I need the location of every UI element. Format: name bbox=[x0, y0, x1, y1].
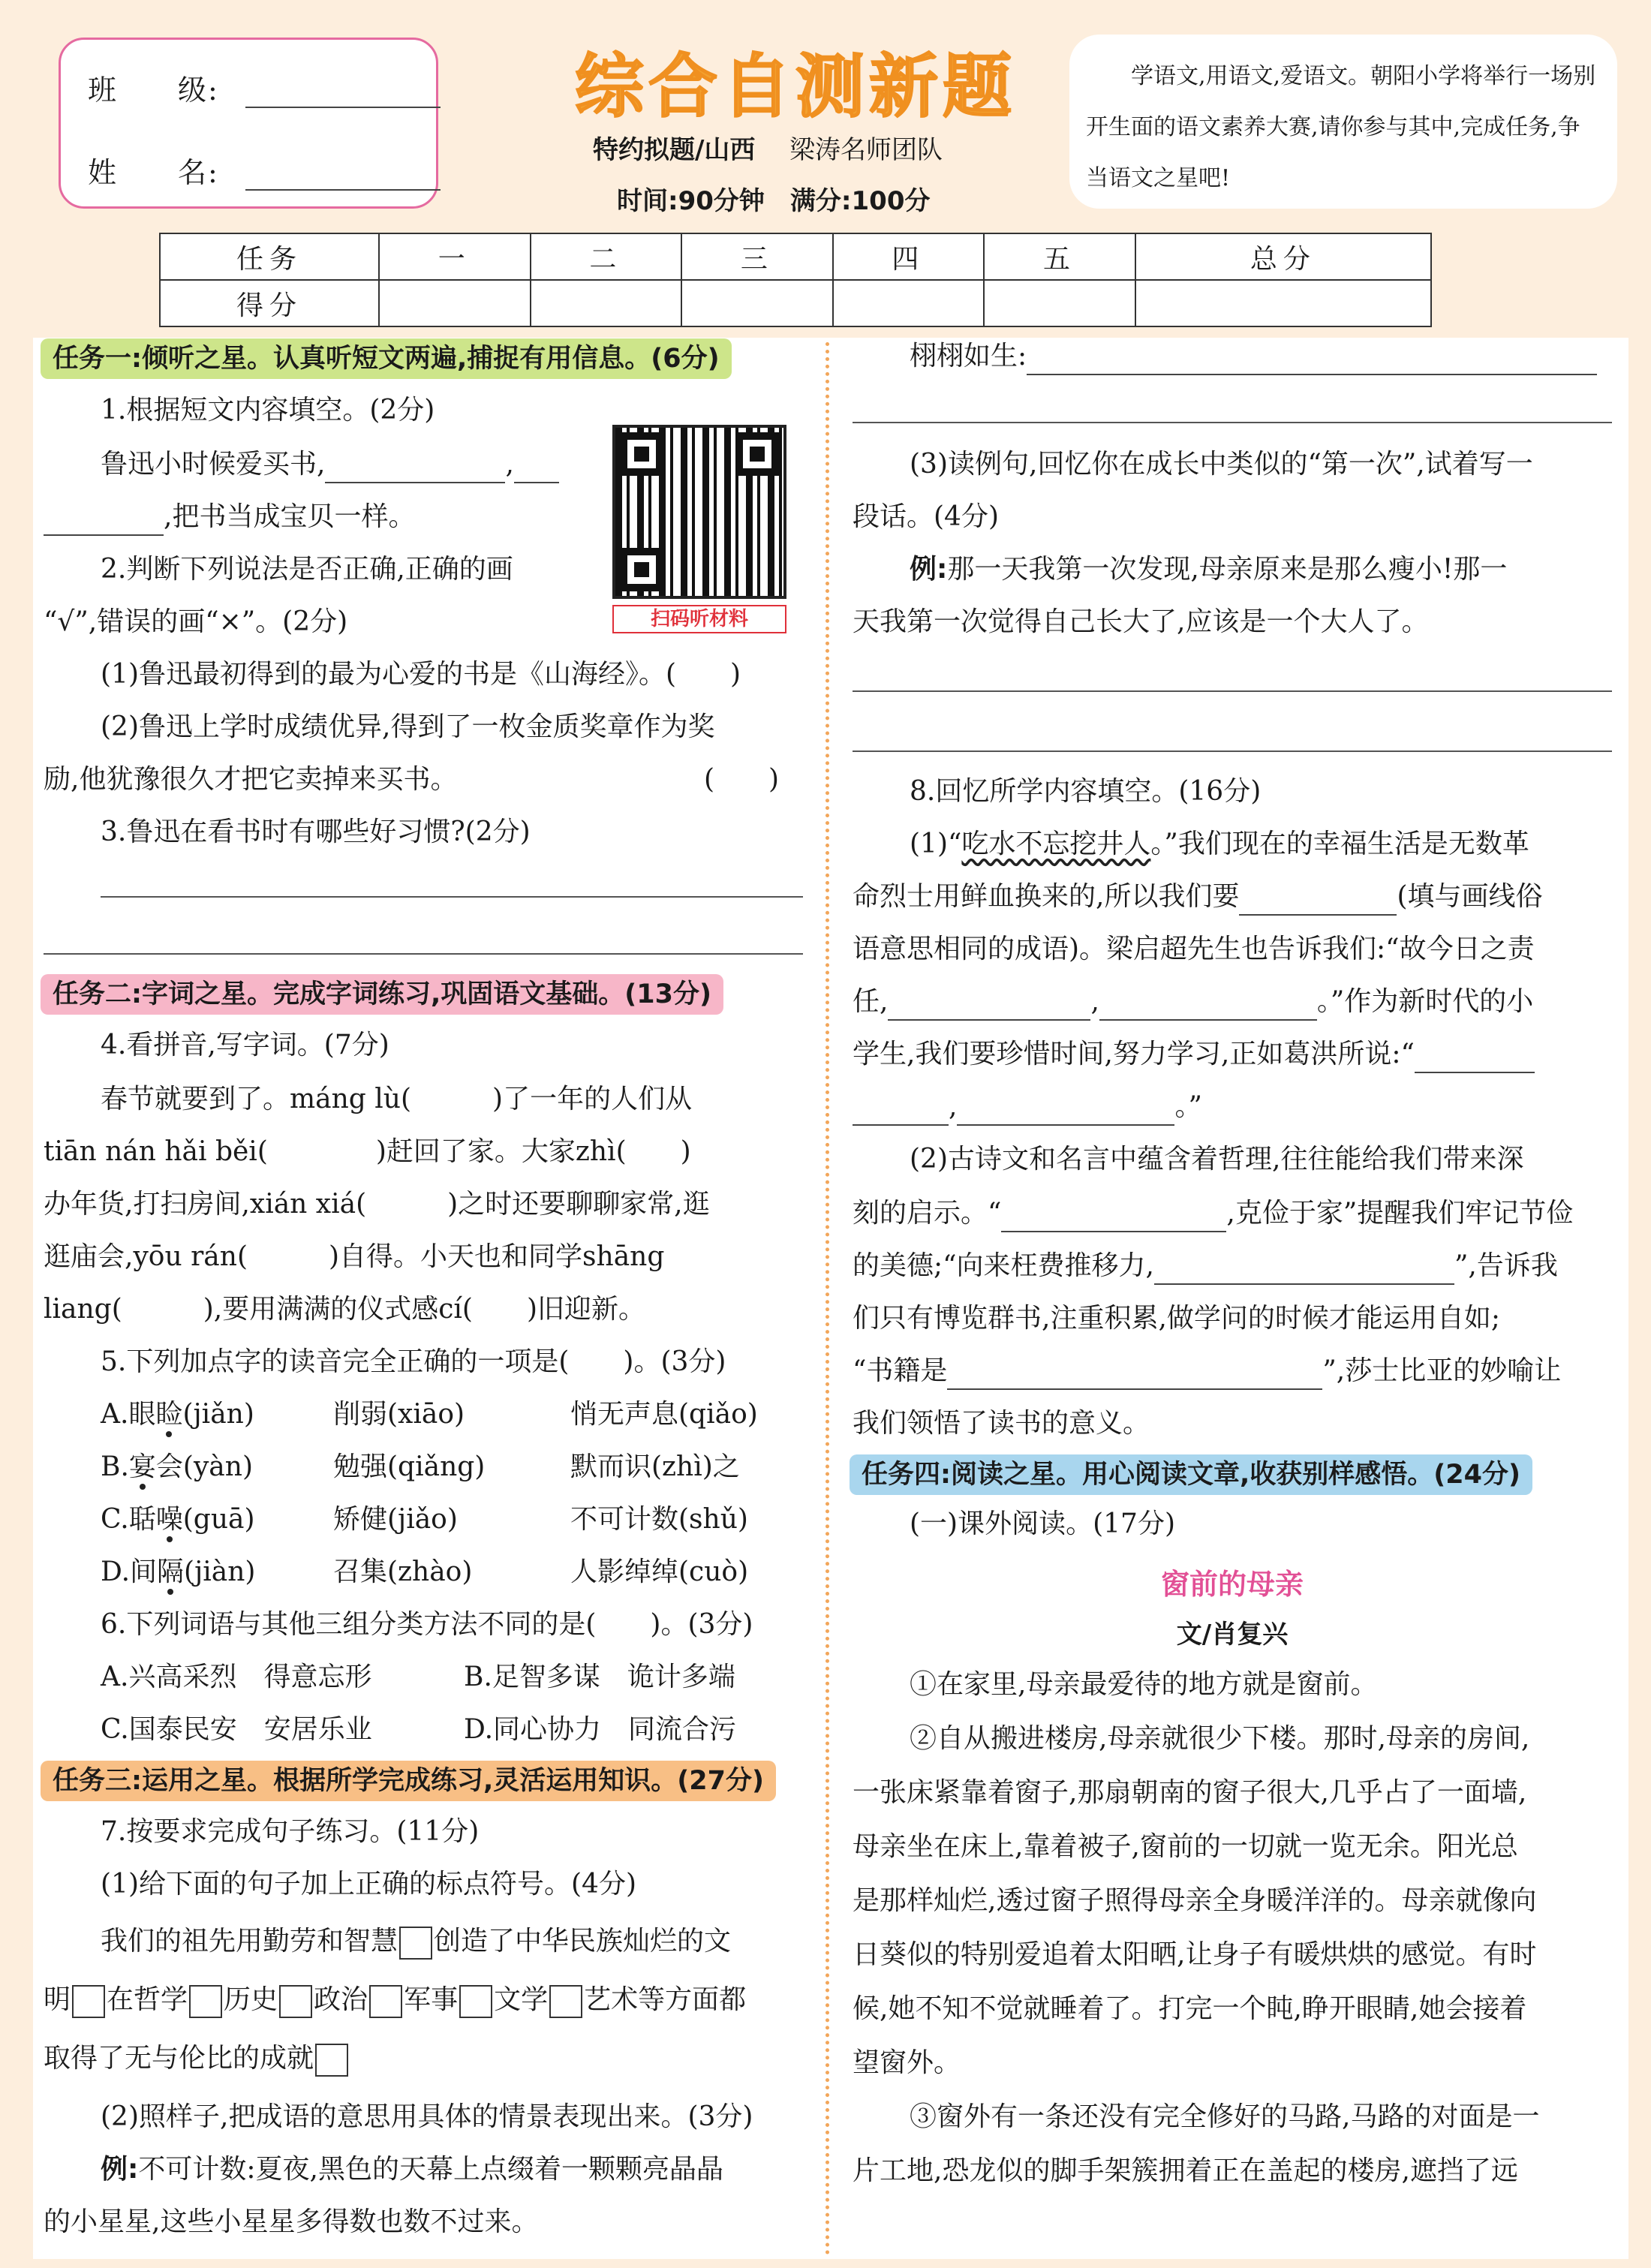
q1-blank-2a[interactable] bbox=[514, 456, 559, 483]
q7-3-example-b: 天我第一次觉得自己长大了,应该是一个大人了。 bbox=[853, 606, 1429, 637]
q7-1-word: 政治 bbox=[314, 1984, 368, 2015]
score-cell: 总分 bbox=[1135, 233, 1431, 280]
q8-1-line1 bbox=[853, 826, 1529, 863]
q5-d-dot: 隔 bbox=[157, 1557, 185, 1587]
q5-d-pre: D.间 bbox=[101, 1557, 158, 1587]
q8-2-l3a: 的美德;“向来枉费推移力, bbox=[853, 1250, 1154, 1281]
score-cell: 任务 bbox=[160, 233, 379, 280]
q8-1-l5a: 学生,我们要珍惜时间,努力学习,正如葛洪所说:“ bbox=[853, 1039, 1415, 1069]
q5-d-word3: 人影绰绰(cuò) bbox=[570, 1557, 749, 1587]
answer-blank[interactable] bbox=[1099, 994, 1317, 1021]
name-row bbox=[88, 149, 441, 191]
q7-1-word: 军事 bbox=[404, 1984, 459, 2015]
q6-option-c[interactable]: C.国泰民安 安居乐业 bbox=[101, 1714, 372, 1745]
q5-a-dot: 睑 bbox=[155, 1399, 183, 1430]
q5-b-pre: B. bbox=[101, 1451, 129, 1482]
answer-blank[interactable] bbox=[1154, 1258, 1454, 1285]
q7-1-word: 艺术等方面都 bbox=[584, 1984, 747, 2015]
q6-text: 6.下列词语与其他三组分类方法不同的是( )。(3分) bbox=[101, 1609, 753, 1640]
q7-1-sentence-3 bbox=[44, 2040, 350, 2077]
page-title: 综合自测新题 bbox=[574, 47, 1016, 127]
q5-a-word2: 削弱(xiāo) bbox=[333, 1399, 465, 1430]
q8-1-line2 bbox=[853, 878, 1543, 916]
q7-3-text-b: 段话。(4分) bbox=[853, 501, 999, 532]
name-field[interactable] bbox=[245, 168, 441, 191]
q7-1-word: 文学 bbox=[494, 1984, 549, 2015]
q5-c-pre: C.聒 bbox=[101, 1504, 156, 1535]
task1-banner: 任务一:倾听之星。认真听短文两遍,捕捉有用信息。(6分) bbox=[41, 338, 732, 379]
author-line bbox=[593, 129, 1013, 166]
q4-line3: 办年货,打扫房间,xián xiá( )之时还要聊聊家常,逛 bbox=[44, 1189, 710, 1220]
q8-1-line4 bbox=[853, 983, 1533, 1021]
q2-item2-b: 励,他犹豫很久才把它卖掉来买书。 bbox=[44, 764, 458, 795]
article-para-2-line: 望窗外。 bbox=[853, 2047, 961, 2078]
time-score-line: 时间:90分钟 满分:100分 bbox=[617, 186, 931, 216]
r-line-1-text: 栩栩如生: bbox=[910, 341, 1027, 371]
score-cell: 四 bbox=[833, 233, 985, 280]
q5-c-word3: 不可计数(shǔ) bbox=[570, 1504, 748, 1535]
score-input-cell[interactable] bbox=[681, 280, 833, 326]
q1-text-c: ,把书当成宝贝一样。 bbox=[164, 501, 416, 532]
article-para-2-line: 是那样灿烂,透过窗子照得母亲全身暖洋洋的。母亲就像向 bbox=[853, 1885, 1537, 1916]
q7-1-s3: 取得了无与伦比的成就 bbox=[44, 2043, 314, 2074]
class-field[interactable] bbox=[245, 86, 441, 108]
q5-option-b[interactable] bbox=[44, 1448, 803, 1486]
punct-box[interactable] bbox=[279, 1985, 312, 2018]
score-input-cell[interactable] bbox=[833, 280, 985, 326]
r-line-1 bbox=[853, 338, 1612, 375]
q3-answer-line-1[interactable] bbox=[101, 896, 803, 898]
qr-finder bbox=[620, 432, 663, 476]
q7-1-sentence-2 bbox=[44, 1981, 746, 2019]
answer-blank[interactable] bbox=[947, 1363, 1322, 1390]
q8-1-idiom: 吃水不忘挖井人 bbox=[961, 829, 1151, 859]
q5-c-word2: 矫健(jiǎo) bbox=[333, 1504, 458, 1535]
q1-text-b: , bbox=[505, 449, 514, 480]
author-line-a: 特约拟题/山西 bbox=[593, 135, 756, 165]
class-row bbox=[88, 67, 441, 108]
punct-box[interactable] bbox=[549, 1985, 582, 2018]
score-input-cell[interactable] bbox=[984, 280, 1135, 326]
qr-finder bbox=[735, 432, 779, 476]
class-label: 班 级: bbox=[88, 74, 219, 107]
punct-box[interactable] bbox=[459, 1985, 492, 2018]
q1-line2 bbox=[44, 498, 415, 536]
score-cell: 三 bbox=[681, 233, 833, 280]
q8-1-line6 bbox=[853, 1088, 1202, 1126]
q5-b-word3: 默而识(zhì)之 bbox=[570, 1451, 740, 1482]
article-para-2-line: 候,她不知不觉就睡着了。打完一个盹,睁开眼睛,她会接着 bbox=[853, 1993, 1527, 2024]
q8-1-l2b: (填与画线俗 bbox=[1397, 881, 1543, 912]
answer-line[interactable] bbox=[853, 690, 1612, 692]
q2-line2: “√”,错误的画“×”。(2分) bbox=[44, 606, 348, 637]
q8-2-line2 bbox=[853, 1195, 1573, 1232]
q8-1-l4c: 。”作为新时代的小 bbox=[1316, 986, 1534, 1017]
q8-2-l5b: ”,莎士比亚的妙喻让 bbox=[1322, 1355, 1562, 1386]
intro-text: 学语文,用语文,爱语文。朝阳小学将举行一场别开生面的语文素养大赛,请你参与其中,完成任务,争当语文之星吧! bbox=[1086, 63, 1596, 191]
score-cell: 一 bbox=[379, 233, 531, 280]
q3-text: 3.鲁迅在看书时有哪些好习惯?(2分) bbox=[101, 817, 531, 847]
punct-box[interactable] bbox=[399, 1927, 432, 1960]
column-divider bbox=[826, 342, 829, 2256]
answer-blank[interactable] bbox=[957, 1099, 1174, 1126]
answer-blank[interactable] bbox=[1027, 348, 1597, 375]
punct-box[interactable] bbox=[315, 2044, 348, 2077]
q4-text: 4.看拼音,写字词。(7分) bbox=[101, 1030, 389, 1060]
q5-option-a[interactable] bbox=[44, 1396, 803, 1433]
answer-blank[interactable] bbox=[888, 994, 1090, 1021]
answer-blank[interactable] bbox=[1415, 1046, 1535, 1073]
q8-2-l5a: “书籍是 bbox=[853, 1355, 948, 1386]
q7-2-example-b: 的小星星,这些小星星多得数也数不过来。 bbox=[44, 2206, 539, 2237]
example-label: 例: bbox=[910, 554, 948, 585]
q8-1-line5 bbox=[853, 1036, 1535, 1073]
qr-code-icon[interactable] bbox=[612, 425, 786, 599]
article-para-2-line: 一张床紧靠着窗子,那扇朝南的窗子很大,几乎占了一面墙, bbox=[853, 1777, 1527, 1808]
q8-1-l2a: 命烈士用鲜血换来的,所以我们要 bbox=[853, 881, 1240, 912]
q7-1-word: 明 bbox=[44, 1984, 71, 2015]
score-table bbox=[159, 233, 1432, 327]
punct-box[interactable] bbox=[189, 1985, 222, 2018]
q5-option-d[interactable] bbox=[44, 1554, 803, 1591]
score-table-header-row bbox=[160, 233, 1431, 280]
punct-box[interactable] bbox=[72, 1985, 105, 2018]
q7-1-word: 历史 bbox=[224, 1984, 278, 2015]
article-author: 文/肖复兴 bbox=[1176, 1620, 1289, 1650]
task3-banner: 任务三:运用之星。根据所学完成练习,灵活运用知识。(27分) bbox=[41, 1761, 776, 1801]
q7-1-sentence-1 bbox=[44, 1923, 731, 1960]
q8-1-l4a: 任, bbox=[853, 986, 889, 1017]
q8-2-line5 bbox=[853, 1352, 1561, 1390]
q7-3-text-a: (3)读例句,回忆你在成长中类似的“第一次”,试着写一 bbox=[910, 449, 1533, 480]
q7-2-example-a bbox=[44, 2151, 723, 2188]
q8-text: 8.回忆所学内容填空。(16分) bbox=[910, 776, 1262, 807]
q4-line1: 春节就要到了。máng lù( )了一年的人们从 bbox=[101, 1084, 693, 1114]
q5-a-pre: A.眼 bbox=[101, 1399, 156, 1430]
answer-line[interactable] bbox=[853, 750, 1612, 752]
qr-code-block[interactable] bbox=[612, 425, 794, 636]
q7-1-text: (1)给下面的句子加上正确的标点符号。(4分) bbox=[101, 1869, 636, 1900]
q2-item1: (1)鲁迅最初得到的最为心爱的书是《山海经》。( ) bbox=[101, 659, 741, 690]
q8-2-line1: (2)古诗文和名言中蕴含着哲理,往往能给我们带来深 bbox=[910, 1144, 1524, 1175]
q2-line1: 2.判断下列说法是否正确,正确的画 bbox=[101, 554, 513, 585]
q8-1-l6b: 。” bbox=[1174, 1091, 1202, 1122]
score-input-cell[interactable] bbox=[379, 280, 531, 326]
q7-1-s1b: 创造了中华民族灿烂的文 bbox=[434, 1926, 732, 1957]
q8-1-l6a: , bbox=[949, 1091, 958, 1122]
q5-c-py: (guā) bbox=[182, 1504, 255, 1535]
article-para-3-line: ③窗外有一条还没有完全修好的马路,马路的对面是一 bbox=[910, 2101, 1540, 2132]
q7-text: 7.按要求完成句子练习。(11分) bbox=[101, 1816, 480, 1847]
author-line-b: 梁涛名师团队 bbox=[789, 135, 943, 165]
q8-1-line3: 语意思相同的成语)。梁启超先生也告诉我们:“故今日之责 bbox=[853, 934, 1535, 964]
q5-text: 5.下列加点字的读音完全正确的一项是( )。(3分) bbox=[101, 1346, 726, 1377]
article-para-2-line: ②自从搬进楼房,母亲就很少下楼。那时,母亲的房间, bbox=[910, 1723, 1530, 1754]
q1-text: 1.根据短文内容填空。(2分) bbox=[101, 395, 435, 426]
q1-line1 bbox=[44, 446, 559, 483]
q6-option-b[interactable]: B.足智多谋 诡计多端 bbox=[464, 1662, 735, 1692]
q5-a-py: (jiǎn) bbox=[182, 1399, 254, 1430]
q8-1-l4b: , bbox=[1090, 986, 1099, 1017]
q7-2-text: (2)照样子,把成语的意思用具体的情景表现出来。(3分) bbox=[101, 2101, 753, 2132]
qr-finder bbox=[620, 548, 663, 591]
q5-a-word3: 悄无声息(qiǎo) bbox=[570, 1399, 758, 1430]
q8-2-line6: 我们领悟了读书的意义。 bbox=[853, 1408, 1150, 1439]
reading-part-label: (一)课外阅读。(17分) bbox=[910, 1508, 1175, 1539]
q1-blank-1[interactable] bbox=[325, 456, 505, 483]
answer-blank[interactable] bbox=[853, 1099, 949, 1126]
q8-1-post: 。”我们现在的幸福生活是无数革 bbox=[1150, 829, 1529, 859]
q6-option-a[interactable]: A.兴高采烈 得意忘形 bbox=[101, 1662, 372, 1692]
q7-2-example-text: 不可计数:夏夜,黑色的天幕上点缀着一颗颗亮晶晶 bbox=[138, 2154, 723, 2185]
answer-blank[interactable] bbox=[1239, 889, 1397, 916]
score-cell: 五 bbox=[984, 233, 1135, 280]
q7-3-example-text: 那一天我第一次发现,母亲原来是那么瘦小!那一 bbox=[947, 554, 1508, 585]
q8-2-l2b: ,克俭于家”提醒我们牢记节俭 bbox=[1226, 1198, 1574, 1229]
q7-1-s1a: 我们的祖先用勤劳和智慧 bbox=[101, 1926, 398, 1957]
q6-option-d[interactable]: D.同心协力 同流合污 bbox=[464, 1714, 737, 1745]
q8-2-line3 bbox=[853, 1247, 1558, 1285]
q4-line2: tiān nán hǎi běi( )赶回了家。大家zhì( ) bbox=[44, 1136, 691, 1167]
q7-1-word: 在哲学 bbox=[107, 1984, 188, 2015]
student-info-box bbox=[59, 38, 438, 209]
score-input-cell[interactable] bbox=[531, 280, 682, 326]
q5-b-word2: 勉强(qiǎng) bbox=[333, 1451, 486, 1482]
q5-option-c[interactable] bbox=[44, 1501, 803, 1539]
example-label: 例: bbox=[101, 2154, 139, 2185]
name-label: 姓 名: bbox=[88, 156, 219, 189]
q1-blank-2b[interactable] bbox=[44, 509, 164, 536]
q2-item2-a: (2)鲁迅上学时成绩优异,得到了一枚金质奖章作为奖 bbox=[101, 711, 715, 742]
q3-answer-line-2[interactable] bbox=[44, 953, 803, 955]
q8-2-l3b: ”,告诉我 bbox=[1454, 1250, 1558, 1281]
article-para-2-line: 日葵似的特别爱追着太阳晒,让身子有暖烘烘的感觉。有时 bbox=[853, 1939, 1537, 1970]
article-para-1: ①在家里,母亲最爱待的地方就是窗前。 bbox=[910, 1669, 1378, 1700]
q8-1-pre: (1)“ bbox=[910, 829, 962, 859]
score-input-cell[interactable] bbox=[1135, 280, 1431, 326]
q4-line4: 逛庙会,yōu rán( )自得。小天也和同学shāng bbox=[44, 1241, 665, 1272]
answer-blank[interactable] bbox=[1001, 1205, 1226, 1232]
punct-box[interactable] bbox=[369, 1985, 402, 2018]
q2-item2-paren[interactable]: ( ) bbox=[704, 764, 780, 795]
article-title: 窗前的母亲 bbox=[1160, 1568, 1304, 1601]
score-table-score-row bbox=[160, 280, 1431, 326]
q7-3-example-a bbox=[853, 551, 1507, 588]
q5-d-py: (jiàn) bbox=[184, 1557, 256, 1587]
q5-b-dot: 宴 bbox=[128, 1451, 156, 1482]
qr-caption: 扫码听材料 bbox=[612, 605, 786, 633]
q5-d-word2: 召集(zhào) bbox=[333, 1557, 473, 1587]
intro-box bbox=[1069, 35, 1617, 209]
q4-line5: liang( ),要用满满的仪式感cí( )旧迎新。 bbox=[44, 1294, 646, 1325]
q5-b-py: 会(yàn) bbox=[155, 1451, 253, 1482]
q8-2-l2a: 刻的启示。“ bbox=[853, 1198, 1002, 1229]
answer-line[interactable] bbox=[853, 422, 1612, 423]
score-cell: 二 bbox=[531, 233, 682, 280]
task4-banner: 任务四:阅读之星。用心阅读文章,收获别样感悟。(24分) bbox=[850, 1454, 1532, 1495]
score-cell: 得分 bbox=[160, 280, 379, 326]
q5-c-dot: 噪 bbox=[155, 1504, 183, 1535]
article-para-2-line: 母亲坐在床上,靠着被子,窗前的一切就一览无余。阳光总 bbox=[853, 1831, 1518, 1862]
q8-2-line4: 们只有博览群书,注重积累,做学问的时候才能运用自如; bbox=[853, 1303, 1501, 1334]
task2-banner: 任务二:字词之星。完成字词练习,巩固语文基础。(13分) bbox=[41, 974, 723, 1015]
q1-text-a: 鲁迅小时候爱买书, bbox=[101, 449, 326, 480]
article-para-3-line: 片工地,恐龙似的脚手架簇拥着正在盖起的楼房,遮挡了远 bbox=[853, 2155, 1518, 2186]
